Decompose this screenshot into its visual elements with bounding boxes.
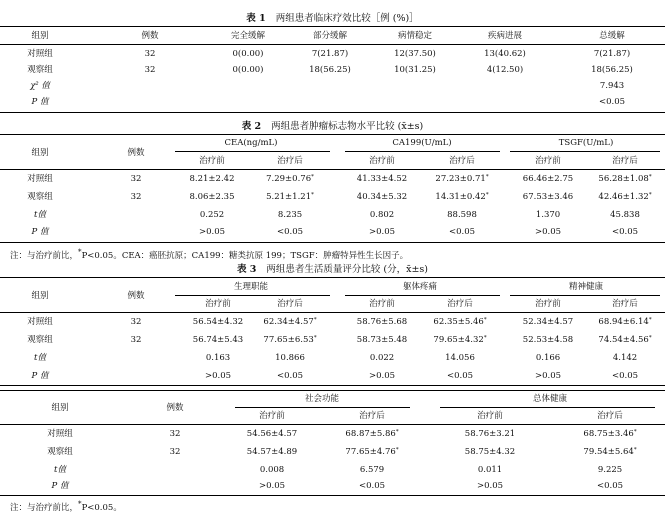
table1-caption	[0, 10, 665, 24]
table2-subheader: 治疗前	[199, 156, 225, 166]
table-rule	[0, 44, 665, 45]
table1-cell: 7(21.87)	[593, 49, 631, 59]
table2-caption	[0, 118, 665, 132]
table3-row-label: t值	[54, 465, 66, 475]
table1-row-label: 对照组	[27, 49, 53, 59]
table3-cell: 79.54±5.64*	[583, 447, 637, 457]
column-group-rule	[440, 407, 655, 408]
table2-cell: 41.33±4.52	[356, 174, 408, 184]
table3-cell: 10.866	[275, 353, 305, 363]
table3-row-label: P 值	[51, 481, 69, 491]
table2-note: 注：与治疗前比，*P<0.05。CEA：癌胚抗原；CA199：糖类抗原 199；TSGF：肿瘤特异性生长因子。	[10, 247, 409, 261]
table1-cell: 32	[144, 49, 156, 59]
table3-cell: 68.87±5.86*	[345, 429, 399, 439]
table3-cell: 58.75±4.32	[464, 447, 516, 457]
table3-cell: 68.75±3.46*	[583, 429, 637, 439]
table2-cell: <0.05	[611, 227, 639, 237]
table3-cell: >0.05	[258, 481, 286, 491]
table2-marker-header: CEA(ng/mL)	[224, 138, 278, 148]
table3-subheader: 治疗后	[447, 299, 473, 309]
table3-cell: 58.73±5.48	[356, 335, 408, 345]
table1-cell: 32	[144, 65, 156, 75]
table2-cell: 67.53±3.46	[522, 192, 574, 202]
table2-cell: >0.05	[198, 227, 226, 237]
table3-header: 例数	[127, 291, 145, 301]
table3-cell: 54.57±4.89	[246, 447, 298, 457]
table3-cell: 32	[130, 317, 142, 327]
column-group-rule	[235, 407, 410, 408]
table1-header: 病情稳定	[397, 31, 432, 41]
table1-header: 疾病进展	[487, 31, 522, 41]
table1-header: 完全缓解	[230, 31, 265, 41]
table2-subheader: 治疗后	[277, 156, 303, 166]
table3-cell: 9.225	[597, 465, 623, 475]
table2-cell: 56.28±1.08*	[598, 174, 652, 184]
table3-cell: 32	[169, 447, 181, 457]
table3-cell: 62.34±4.57*	[263, 317, 317, 327]
table3-cell: <0.05	[358, 481, 386, 491]
table3-row-label: P 值	[31, 371, 49, 381]
table1-cell: 18(56.25)	[591, 65, 633, 75]
table2-cell: 40.34±5.32	[356, 192, 408, 202]
table3-subheader: 治疗后	[277, 299, 303, 309]
table3-cell: 32	[169, 429, 181, 439]
table2-header: 例数	[127, 148, 145, 158]
table3-cell: 14.056	[445, 353, 475, 363]
table3-cell: 56.54±4.32	[192, 317, 244, 327]
table2-cell: 5.21±1.21*	[266, 192, 314, 202]
column-group-rule	[345, 295, 500, 296]
table3-domain-header: 总体健康	[532, 394, 567, 404]
table2-cell: >0.05	[534, 227, 562, 237]
table3-cell: 79.65±4.32*	[433, 335, 487, 345]
table2-cell: 32	[130, 192, 142, 202]
column-group-rule	[175, 295, 330, 296]
table2-cell: 45.838	[610, 210, 640, 220]
table1-cell: 7(21.87)	[311, 49, 349, 59]
table3-cell: 74.54±4.56*	[598, 335, 652, 345]
table1-row-label: P 值	[31, 97, 49, 107]
table3-row-label: 对照组	[47, 429, 73, 439]
table2-header: 组别	[31, 148, 49, 158]
table2-cell: 42.46±1.32*	[598, 192, 652, 202]
table3-cell: 0.166	[535, 353, 561, 363]
table3-cell: 0.008	[259, 465, 285, 475]
table1-cell: 12(37.50)	[394, 49, 436, 59]
table-title: 两组患者生活质量评分比较 (分，x̄±s)	[266, 264, 429, 275]
table3-subheader: 治疗前	[535, 299, 561, 309]
table3-cell: 0.022	[369, 353, 395, 363]
table3-domain-header: 躯体疼痛	[402, 282, 437, 292]
table3-header: 组别	[31, 291, 49, 301]
table-number: 表 3	[236, 264, 257, 275]
table1-cell: <0.05	[598, 97, 626, 107]
table1-cell: 0(0.00)	[232, 49, 264, 59]
table3-cell: 77.65±6.53*	[263, 335, 317, 345]
column-group-rule	[510, 151, 660, 152]
table2-cell: 66.46±2.75	[522, 174, 574, 184]
table3-subheader: 治疗后	[612, 299, 638, 309]
table2-cell: >0.05	[368, 227, 396, 237]
table1-row-label: 观察组	[27, 65, 53, 75]
table2-subheader: 治疗后	[449, 156, 475, 166]
table2-subheader: 治疗前	[535, 156, 561, 166]
table-rule	[0, 495, 665, 496]
table3-cell: 0.163	[205, 353, 231, 363]
table-number: 表 2	[241, 121, 262, 132]
table3-cell: >0.05	[368, 371, 396, 381]
table1-header: 总缓解	[599, 31, 625, 41]
table3-cell: 56.74±5.43	[192, 335, 244, 345]
table2-cell: 8.235	[277, 210, 303, 220]
table-rule	[0, 134, 665, 135]
table2-cell: 27.23±0.71*	[435, 174, 489, 184]
table3-cell: 54.56±4.57	[246, 429, 298, 439]
table3-header: 组别	[51, 403, 69, 413]
table2-cell: 88.598	[447, 210, 477, 220]
table3-cell: 77.65±4.76*	[345, 447, 399, 457]
table3-subheader: 治疗后	[597, 411, 623, 421]
table3-cell: 4.142	[612, 353, 638, 363]
table1-cell: 18(56.25)	[309, 65, 351, 75]
table2-subheader: 治疗后	[612, 156, 638, 166]
table2-cell: 7.29±0.76*	[266, 174, 314, 184]
table3-cell: 52.53±4.58	[522, 335, 574, 345]
table2-marker-header: TSGF(U/mL)	[558, 138, 614, 148]
table2-subheader: 治疗前	[369, 156, 395, 166]
table-number: 表 1	[246, 13, 266, 24]
table3-header: 例数	[166, 403, 184, 413]
table3-cell: 58.76±5.68	[356, 317, 408, 327]
table2-cell: 1.370	[535, 210, 561, 220]
table3-cell: >0.05	[204, 371, 232, 381]
table3-cell: 32	[130, 335, 142, 345]
table-rule	[0, 169, 665, 170]
table3-cell: 0.011	[477, 465, 503, 475]
table3-row-label: 对照组	[27, 317, 53, 327]
table3-subheader: 治疗前	[205, 299, 231, 309]
table-rule	[0, 390, 665, 391]
table2-row-label: t值	[34, 210, 46, 220]
table3-cell: 68.94±6.14*	[598, 317, 652, 327]
table3-subheader: 治疗前	[369, 299, 395, 309]
table3-cell: <0.05	[611, 371, 639, 381]
table2-cell: 0.252	[199, 210, 225, 220]
table3-row-label: 观察组	[27, 335, 53, 345]
table3-cell: 62.35±5.46*	[433, 317, 487, 327]
table1-header: 部分缓解	[312, 31, 347, 41]
table-title: 两组患者临床疗效比较［例 (%)］	[275, 13, 419, 24]
table2-cell: 0.802	[369, 210, 395, 220]
table2-cell: 14.31±0.42*	[435, 192, 489, 202]
table-rule	[0, 112, 665, 113]
table-title: 两组患者肿瘤标志物水平比较 (x̄±s)	[271, 121, 424, 132]
table1-cell: 13(40.62)	[484, 49, 526, 59]
table2-row-label: 对照组	[27, 174, 53, 184]
table2-cell: 8.06±2.35	[189, 192, 235, 202]
table3-subheader: 治疗前	[259, 411, 285, 421]
table3-row-label: t值	[34, 353, 46, 363]
table2-cell: <0.05	[276, 227, 304, 237]
table-rule	[0, 312, 665, 313]
column-group-rule	[345, 151, 500, 152]
table1-cell: 7.943	[599, 81, 625, 91]
table1-header: 组别	[31, 31, 49, 41]
table-rule	[0, 242, 665, 243]
table3-cell: >0.05	[534, 371, 562, 381]
table1-header: 例数	[141, 31, 159, 41]
table2-marker-header: CA199(U/mL)	[392, 138, 452, 148]
table1-row-label: χ² 值	[30, 81, 50, 91]
table2-cell: <0.05	[448, 227, 476, 237]
table3-note: 注：与治疗前比，*P<0.05。	[10, 499, 122, 513]
table3-subheader: 治疗前	[477, 411, 503, 421]
table3-cell: >0.05	[476, 481, 504, 491]
table1-cell: 0(0.00)	[232, 65, 264, 75]
table3-subheader: 治疗后	[359, 411, 385, 421]
column-group-rule	[510, 295, 660, 296]
table3-cell: 58.76±3.21	[464, 429, 516, 439]
table3-caption	[0, 261, 665, 275]
table-rule	[0, 277, 665, 278]
column-group-rule	[175, 151, 330, 152]
table1-cell: 10(31.25)	[394, 65, 436, 75]
table-rule	[0, 385, 665, 386]
table-rule	[0, 424, 665, 425]
table3-row-label: 观察组	[47, 447, 73, 457]
table3-domain-header: 社会功能	[304, 394, 339, 404]
table3-cell: 52.34±4.57	[522, 317, 574, 327]
table-rule	[0, 26, 665, 27]
table3-domain-header: 生理职能	[233, 282, 268, 292]
table2-cell: 32	[130, 174, 142, 184]
table3-cell: 6.579	[359, 465, 385, 475]
table3-cell: <0.05	[596, 481, 624, 491]
table3-cell: <0.05	[276, 371, 304, 381]
table2-row-label: P 值	[31, 227, 49, 237]
table1-cell: 4(12.50)	[486, 65, 524, 75]
table3-domain-header: 精神健康	[568, 282, 603, 292]
table3-cell: <0.05	[446, 371, 474, 381]
table2-row-label: 观察组	[27, 192, 53, 202]
table2-cell: 8.21±2.42	[189, 174, 235, 184]
